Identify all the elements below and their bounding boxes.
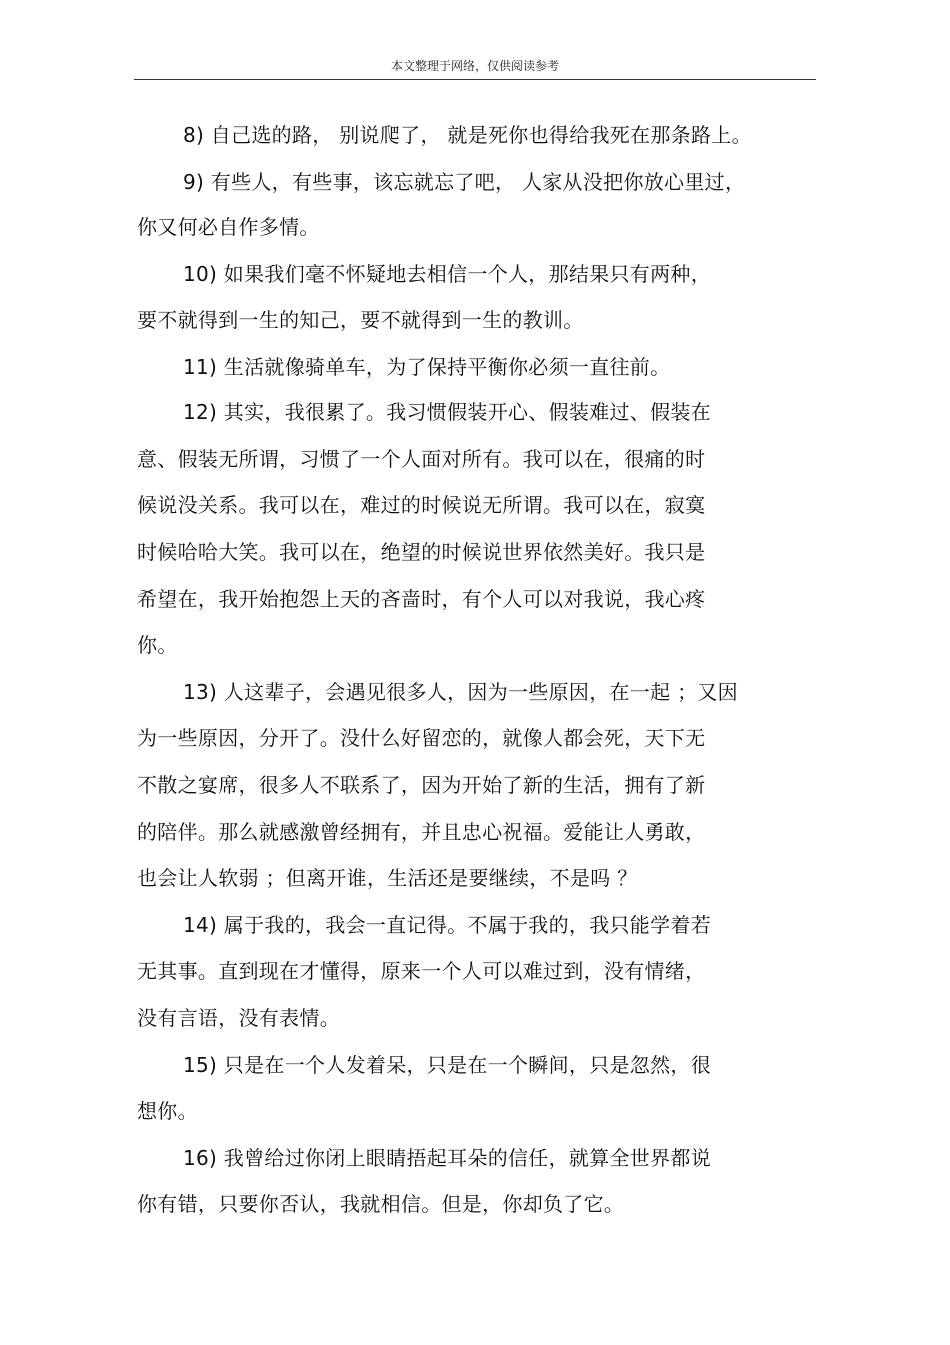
text-line: 没有言语，没有表情。 [137,1006,340,1030]
text-line: 你。 [137,633,178,657]
text-line: 15) 只是在一个人发着呆，只是在一个瞬间，只是忽然，很 [183,1053,712,1077]
text-line: 时候哈哈大笑。我可以在，绝望的时候说世界依然美好。我只是 [137,540,706,564]
text-line: 8) 自己选的路， 别说爬了， 就是死你也得给我死在那条路上。 [183,123,752,147]
text-line: 为一些原因，分开了。没什么好留恋的，就像人都会死，天下无 [137,726,706,750]
text-line: 要不就得到一生的知己，要不就得到一生的教训。 [137,308,584,332]
text-line: 无其事。直到现在才懂得，原来一个人可以难过到，没有情绪， [137,959,706,983]
text-line: 候说没关系。我可以在，难过的时候说无所谓。我可以在，寂寞 [137,493,706,517]
text-line: 10) 如果我们毫不怀疑地去相信一个人，那结果只有两种， [183,262,712,286]
text-line: 你有错，只要你否认，我就相信。但是，你却负了它。 [137,1192,625,1216]
text-line: 想你。 [137,1099,198,1123]
text-line: 12) 其实，我很累了。我习惯假装开心、假装难过、假装在 [183,400,712,424]
text-line: 11) 生活就像骑单车，为了保持平衡你必须一直往前。 [183,355,671,379]
text-line: 14) 属于我的，我会一直记得。不属于我的，我只能学着若 [183,913,712,937]
text-line: 你又何必自作多情。 [137,215,320,239]
text-line: 不散之宴席，很多人不联系了，因为开始了新的生活，拥有了新 [137,773,706,797]
text-line: 也会让人软弱 ；但离开谁，生活还是要继续，不是吗 ？ [137,866,638,890]
text-line: 希望在，我开始抱怨上天的吝啬时，有个人可以对我说，我心疼 [137,587,706,611]
text-line: 13) 人这辈子，会遇见很多人，因为一些原因，在一起 ；又因 [183,680,738,704]
text-line: 16) 我曾给过你闭上眼睛捂起耳朵的信任，就算全世界都说 [183,1146,712,1170]
text-line: 意、假装无所谓，习惯了一个人面对所有。我可以在，很痛的时 [137,447,706,471]
header-text: 本文整理于网络，仅供阅读参考 [390,59,559,73]
header-divider [134,79,816,80]
text-line: 的陪伴。那么就感激曾经拥有，并且忠心祝福。爱能让人勇敢， [137,820,706,844]
text-line: 9) 有些人，有些事，该忘就忘了吧， 人家从没把你放心里过， [183,170,746,194]
